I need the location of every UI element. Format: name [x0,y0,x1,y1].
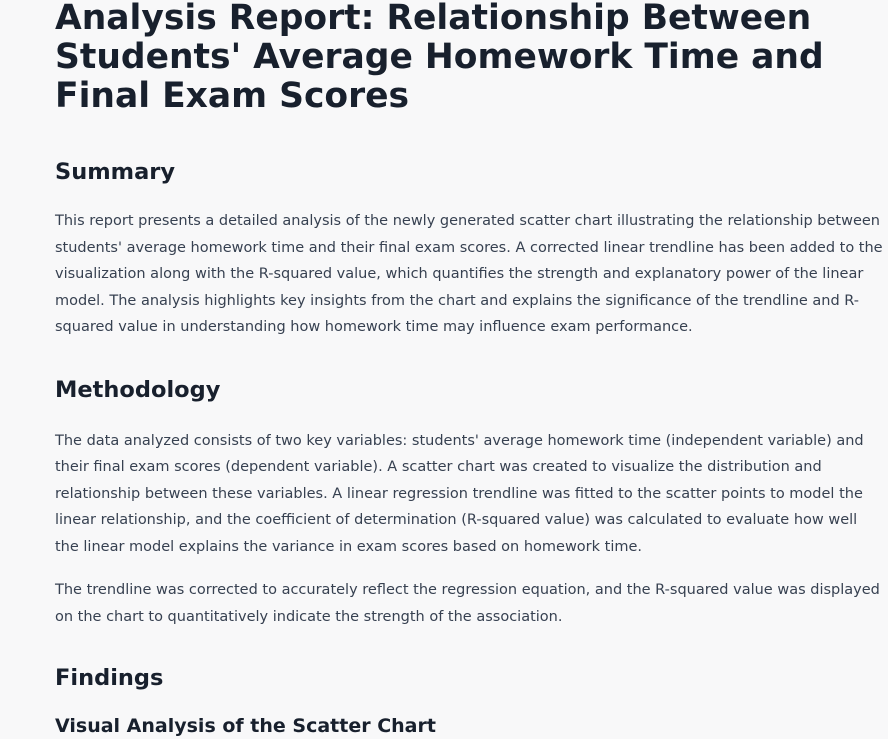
methodology-heading: Methodology [55,376,221,403]
visual-analysis-subheading: Visual Analysis of the Scatter Chart [55,715,436,737]
summary-paragraph: This report presents a detailed analysis of the newly generated scatter chart illustrating the relationship between students' average homework time and their final exam scores. A corrected linear trendline has been added to the visualization along with the R-squared value, which quantifies the strength and explanatory power of the linear model. The analysis highlights key insights from the chart and explains the significance of the trendline and R-squared value in understanding how homework time may influence exam performance. [55,213,883,335]
summary-heading: Summary [55,159,176,185]
report-title: Analysis Report: Relationship Between Students' Average Homework Time and Final Exam Scores [55,0,824,116]
methodology-paragraph-2: The trendline was corrected to accurately reflect the regression equation, and the R-squared value was displayed on the chart to quantitatively indicate the strength of the association. [55,582,880,625]
methodology-paragraph-1: The data analyzed consists of two key variables: students' average homework time (independent variable) and their final exam scores (dependent variable). A scatter chart was created to visualize the distribution and relationship between these variables. A linear regression trendline was fitted to the scatter points to model the linear relationship, and the coefficient of determination (R-squared value) was calculated to evaluate how well the linear model explains the variance in exam scores based on homework time. [55,432,864,555]
findings-heading: Findings [55,665,164,691]
